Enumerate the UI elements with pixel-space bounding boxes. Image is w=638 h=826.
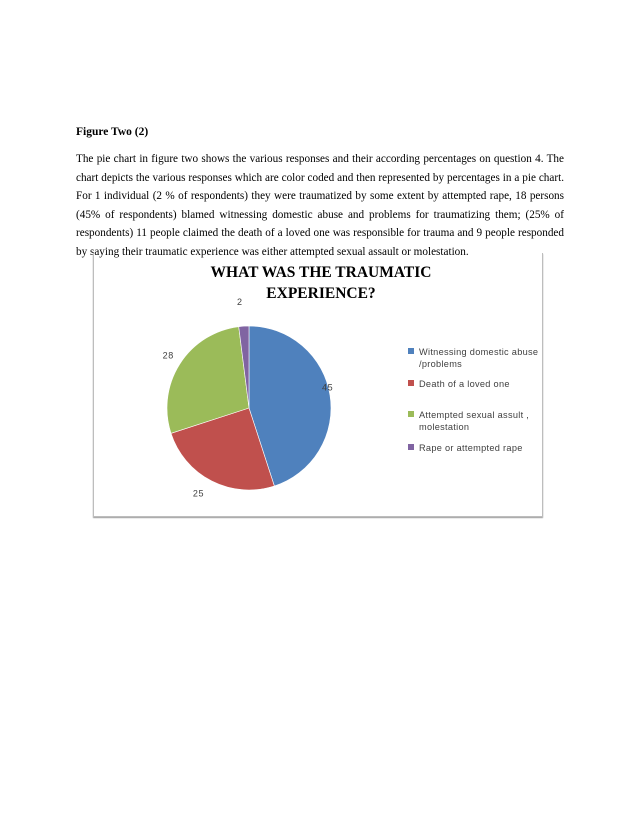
pie-data-label: 25: [192, 488, 205, 499]
legend-label: Rape or attempted rape: [419, 443, 523, 453]
legend-label: /problems: [419, 359, 463, 369]
pie-slices: [167, 326, 334, 490]
figure-description: The pie chart in figure two shows the various responses and their according percentages on question 4. The chart depicts the various responses which are color coded and then represented by percentages in a pie chart. For 1 individual (2 % of respondents) they were traumatized by some extent by attempted rape, 18 persons (45% of respondents) blamed witnessing domestic abuse and problems for traumatizing them; (25% of respondents) 11 people claimed the death of a loved one was responsible for trauma and 9 people responded by saying their traumatic experience was either attempted sexual assault or molestation.: [76, 153, 564, 258]
legend-label: Witnessing domestic abuse: [419, 347, 539, 357]
legend-label: molestation: [419, 422, 470, 432]
chart-title-line-2: EXPERIENCE?: [266, 285, 376, 302]
pie-data-label: 2: [237, 297, 243, 308]
pie-data-label: 45: [321, 382, 334, 393]
legend-label: Death of a loved one: [419, 379, 510, 389]
figure-heading: Figure Two (2): [76, 126, 149, 138]
chart-legend: [408, 347, 538, 453]
legend-swatch: [408, 348, 414, 354]
chart-title-line-1: WHAT WAS THE TRAUMATIC: [210, 264, 432, 281]
pie-data-label: 28: [162, 350, 174, 361]
legend-swatch: [408, 411, 414, 417]
legend-swatch: [408, 444, 414, 450]
legend-swatch: [408, 380, 414, 386]
legend-label: Attempted sexual assult ,: [419, 410, 530, 420]
